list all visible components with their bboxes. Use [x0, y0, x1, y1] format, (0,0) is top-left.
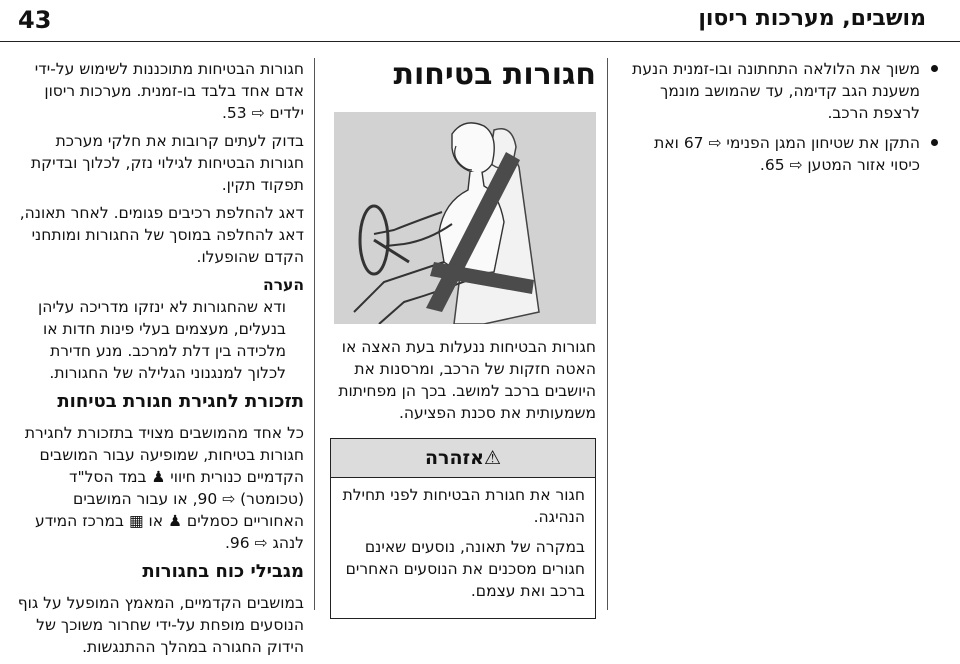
middle-column — [328, 58, 596, 619]
warning-paragraph: חגור את חגורת הבטיחות לפני תחילת הנהיגה. — [342, 486, 585, 526]
reminder-heading: תזכורת לחגירת חגורת בטיחות — [57, 391, 304, 412]
instruction-list — [622, 58, 940, 176]
force-limiter-paragraph: במושבים הקדמיים, המאמץ המופעל על גוף הנוסעים מופחת על-ידי שחרור משוכך של הידוק החגורה במהלך ההתנגשות. — [17, 594, 304, 656]
force-limiter-heading: מגבילי כוח בחגורות — [142, 561, 304, 582]
intro-paragraph: חגורות הבטיחות ננעלות בעת האצה או האטה חזקות של הרכב, ומרסנות את היושבים ברכב למושב. בכך הן מפחיתות משמעותית את סכנת הפציעה. — [338, 338, 596, 422]
page-title: מושבים, מערכות ריסון — [698, 6, 926, 31]
seatbelt-reminder-icon: ♟ — [168, 512, 182, 530]
warning-title: אזהרה — [424, 447, 484, 469]
body-paragraph: חגורות הבטיחות מתוכננות לשימוש על-ידי אדם אחד בלבד בו-זמנית. מערכות ריסון ילדים ⇨ 53. — [34, 60, 304, 122]
warning-header — [331, 439, 595, 478]
list-item: התקן את שטיחון המגן הפנימי ⇨ 67 ואת כיסוי אזור המטען ⇨ 65. — [622, 132, 940, 176]
column-divider — [607, 58, 608, 610]
rear-seatbelt-status-icon: ▦ — [128, 512, 144, 530]
left-column — [16, 58, 304, 664]
body-paragraph: דאג להחלפת רכיבים פגומים. לאחר תאונה, דאג להחלפה במוסך של החגורות ומותחני הקדם שהופעלו. — [19, 204, 304, 266]
driver-wearing-seatbelt-icon — [334, 112, 596, 324]
seatbelt-reminder-icon: ♟ — [151, 468, 166, 486]
note-title: הערה — [263, 276, 304, 294]
right-column — [622, 58, 940, 184]
note-text: ודא שהחגורות לא ינזקו מדריכה עליהן בנעלים, מעצמים בעלי פינות חדות או מלכידה בין דלת למרכב. מנע חדירת לכלוך למנגנוני הגלילה של החגורות. — [38, 298, 286, 382]
page-header — [0, 6, 960, 42]
warning-body — [331, 478, 595, 618]
column-divider — [314, 58, 315, 610]
warning-box — [330, 438, 596, 619]
warning-paragraph: במקרה של תאונה, נוסעים שאינם חגורים מסכנים את הנוסעים האחרים ברכב ואת עצמם. — [345, 538, 585, 600]
seatbelt-illustration — [334, 112, 596, 324]
list-item: משוך את הלולאה התחתונה ובו-זמנית הנעת משענת הגב קדימה, עד שהמושב מונמך לרצפת הרכב. — [622, 58, 940, 124]
warning-triangle-icon: ⚠ — [483, 447, 502, 469]
section-heading: חגורות בטיחות — [393, 57, 596, 92]
page-number: 43 — [18, 6, 52, 34]
bullet-icon — [931, 65, 938, 72]
reminder-paragraph: כל אחד מהמושבים מצויד בתזכורת לחגירת חגורות בטיחות, שמופיעה עבור המושבים הקדמיים כנורית חיווי ♟ במד הסל"ד (טכומטר) ⇨ 90, או עבור המושבים האחוריים כסמלים ♟ או ▦ במרכז המידע לנהג ⇨ 96. — [24, 424, 304, 552]
bullet-icon — [931, 139, 938, 146]
body-paragraph: בדוק לעתים קרובות את חלקי מערכת חגורות הבטיחות לגילוי נזק, לכלוך ובדיקת תפקוד תקין. — [31, 132, 304, 194]
